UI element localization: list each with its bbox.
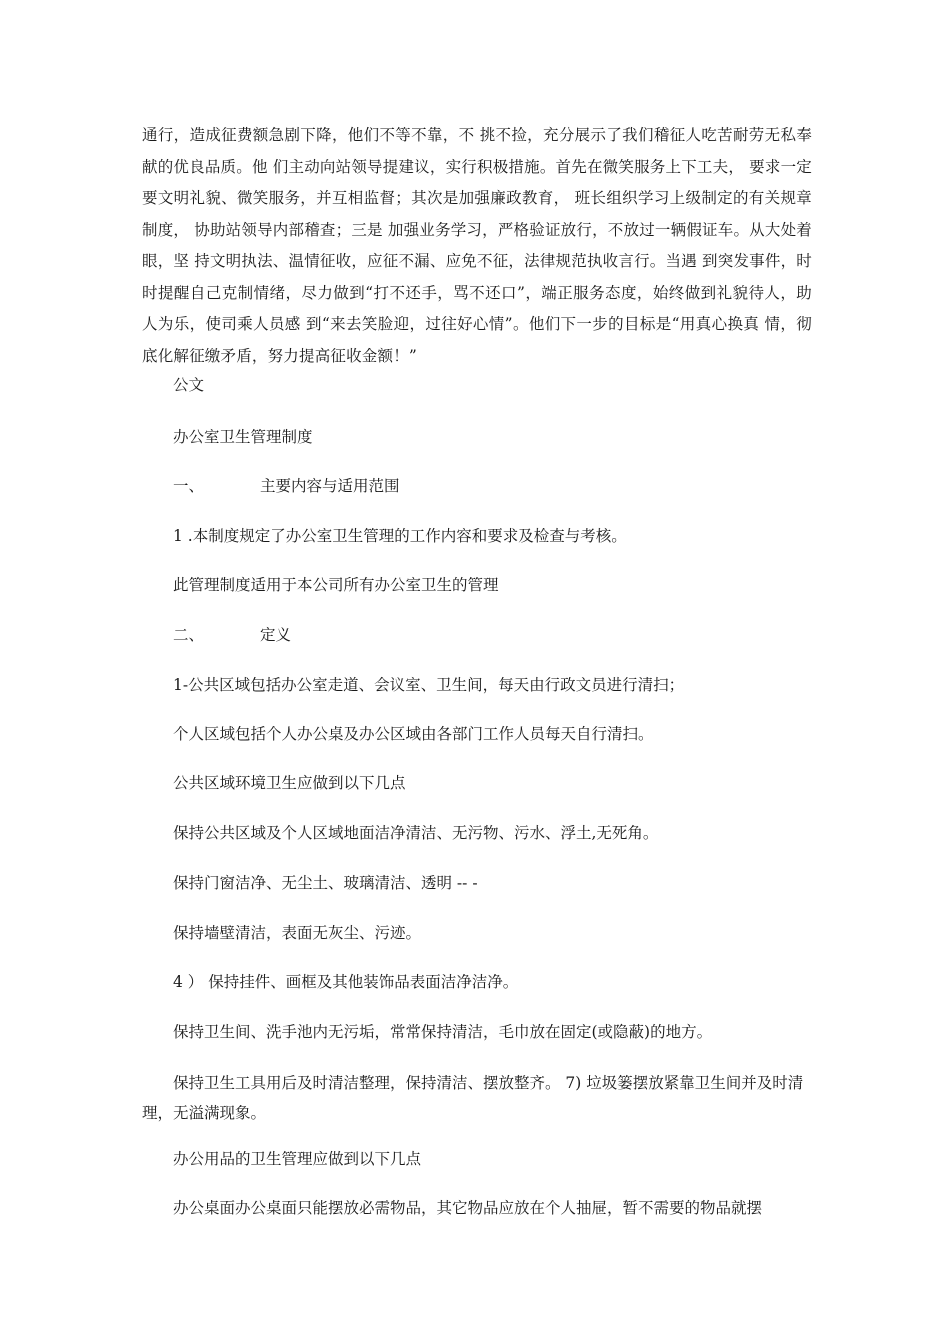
list-item: 4 ） 保持挂件、画框及其他装饰品表面洁净洁净。 (173, 973, 519, 991)
section-heading-2 (173, 624, 813, 646)
list-item: 办公桌面办公桌面只能摆放必需物品，其它物品应放在个人抽屉，暂不需要的物品就摆 (173, 1199, 763, 1217)
list-item: 保持门窗洁净、无尘土、玻璃清洁、透明 -- - (173, 874, 478, 892)
intro-paragraph: 通行，造成征费额急剧下降，他们不等不靠，不 挑不捡，充分展示了我们稽征人吃苦耐劳无私奉献的优良品质。他 们主动向站领导提建议，实行积极措施。首先在微笑服务上下工夫， 要求一定要文明礼貌、微笑服务，并互相监督；其次是加强廉政教育， 班长组织学习上级制定的有关规章制度， 协助站领导内部稽查；三是 加强业务学习，严格验证放行，不放过一辆假证车。从大处着眼，坚 持文明执法、温情征收，应征不漏、应免不征，法律规范执收言行。当遇 到突发事件，时时提醒自己克制情绪，尽力做到“打不还手，骂不还口”，端正服务态度，始终做到礼貌待人，助人为乐，使司乘人员感 到“来去笑脸迎，过往好心情”。他们下一步的目标是“用真心换真 情，彻底化解征缴矛盾，努力提高征收金额！” (142, 126, 812, 365)
list-item: 1-公共区域包括办公室走道、会议室、卫生间，每天由行政文员进行清扫； (173, 676, 685, 694)
list-item: 办公用品的卫生管理应做到以下几点 (173, 1150, 422, 1168)
section-number: 一、 (173, 477, 205, 495)
list-item: 保持卫生间、洗手池内无污垢，常常保持清洁，毛巾放在固定(或隐蔽)的地方。 (173, 1023, 713, 1041)
list-item: 此管理制度适用于本公司所有办公室卫生的管理 (173, 576, 499, 594)
list-item: 1 .本制度规定了办公室卫生管理的工作内容和要求及检查与考核。 (173, 527, 627, 545)
list-item: 公共区域环境卫生应做到以下几点 (173, 774, 406, 792)
section-number: 二、 (173, 626, 205, 644)
document-category: 公文 (173, 376, 205, 394)
section-title: 定义 (260, 626, 292, 644)
list-item: 保持公共区域及个人区域地面洁净清洁、无污物、污水、浮土,无死角。 (173, 824, 659, 842)
list-item: 保持墙壁清洁，表面无灰尘、污迹。 (173, 924, 422, 942)
list-item: 保持卫生工具用后及时清洁整理，保持清洁、摆放整齐。 7) 垃圾篓摆放紧靠卫生间并及时清理，无溢满现象。 (142, 1074, 804, 1122)
list-item: 个人区域包括个人办公桌及办公区域由各部门工作人员每天自行清扫。 (173, 725, 654, 743)
document-title: 办公室卫生管理制度 (173, 428, 313, 446)
section-title: 主要内容与适用范围 (260, 477, 400, 495)
section-heading-1 (173, 475, 813, 497)
